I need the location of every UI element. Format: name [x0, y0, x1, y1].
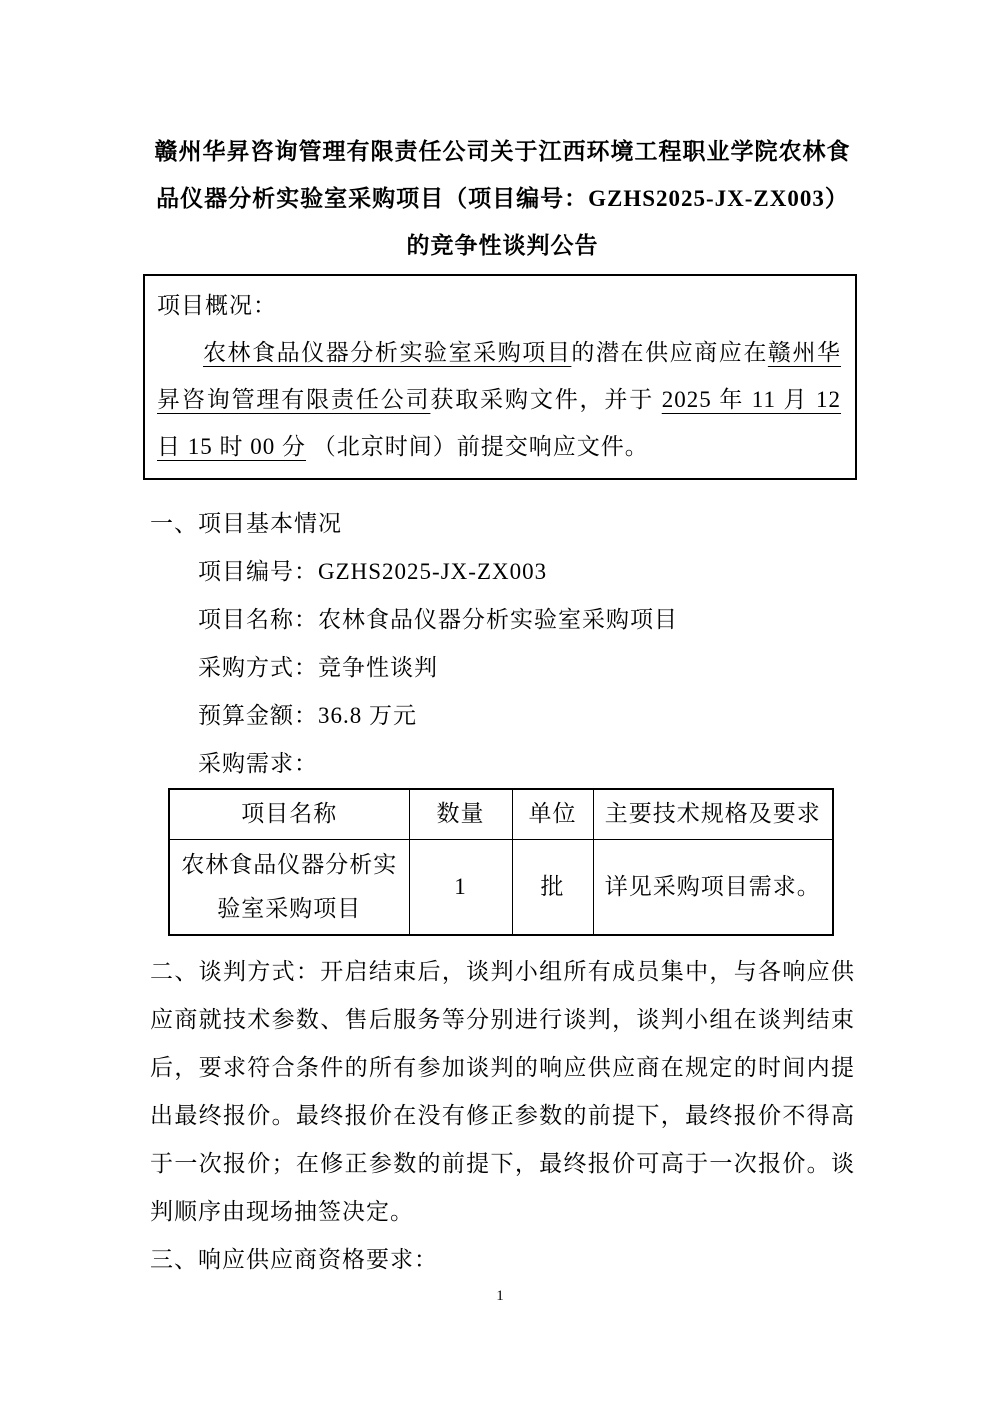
procurement-table: [168, 788, 834, 936]
table-row: [169, 839, 833, 935]
page-number: 1: [496, 1288, 504, 1304]
table-cell-quantity: 1: [409, 839, 512, 935]
table-header-project-name: 项目名称: [169, 789, 409, 839]
overview-text-3: （北京时间）前提交响应文件。: [306, 434, 649, 459]
procurement-demand-line: 采购需求：: [198, 751, 318, 776]
section3-heading: 三、响应供应商资格要求：: [150, 1247, 438, 1272]
project-overview-box: [143, 274, 857, 480]
table-header-unit: 单位: [512, 789, 593, 839]
table-header-quantity: 数量: [409, 789, 512, 839]
page-title: 赣州华昇咨询管理有限责任公司关于江西环境工程职业学院农林食品仪器分析实验室采购项目（项目编号：GZHS2025-JX-ZX003）的竞争性谈判公告: [154, 139, 851, 258]
section1-heading: 一、项目基本情况: [150, 511, 342, 536]
table-header-specs: 主要技术规格及要求: [593, 789, 833, 839]
overview-agency-name: 赣州华昇咨询管理有限责任公司: [157, 340, 842, 412]
table-header-row: [169, 789, 833, 839]
overview-project-name: 农林食品仪器分析实验室采购项目: [203, 340, 572, 365]
table-cell-unit: 批: [512, 839, 593, 935]
table-cell-specs: 详见采购项目需求。: [593, 839, 833, 935]
table-cell-project-name: 农林食品仪器分析实验室采购项目: [169, 839, 409, 935]
project-number-line: 项目编号：GZHS2025-JX-ZX003: [198, 559, 548, 584]
procurement-method-line: 采购方式：竞争性谈判: [198, 655, 438, 680]
section2-paragraph: 二、谈判方式：开启结束后，谈判小组所有成员集中，与各响应供应商就技术参数、售后服务等分别进行谈判，谈判小组在谈判结束后，要求符合条件的所有参加谈判的响应供应商在规定的时间内提出最终报价。最终报价在没有修正参数的前提下，最终报价不得高于一次报价；在修正参数的前提下，最终报价可高于一次报价。谈判顺序由现场抽签决定。: [150, 959, 855, 1224]
overview-deadline: 2025 年 11 月 12 日 15 时 00 分: [157, 387, 842, 459]
project-name-line: 项目名称：农林食品仪器分析实验室采购项目: [198, 607, 678, 632]
section-gap: [150, 480, 855, 500]
overview-text-1: 的潜在供应商应在: [571, 340, 768, 365]
overview-paragraph: [157, 329, 841, 470]
budget-line: 预算金额：36.8 万元: [198, 703, 417, 728]
overview-label: 项目概况：: [157, 293, 277, 318]
overview-text-2: 获取采购文件，并于: [430, 387, 662, 412]
